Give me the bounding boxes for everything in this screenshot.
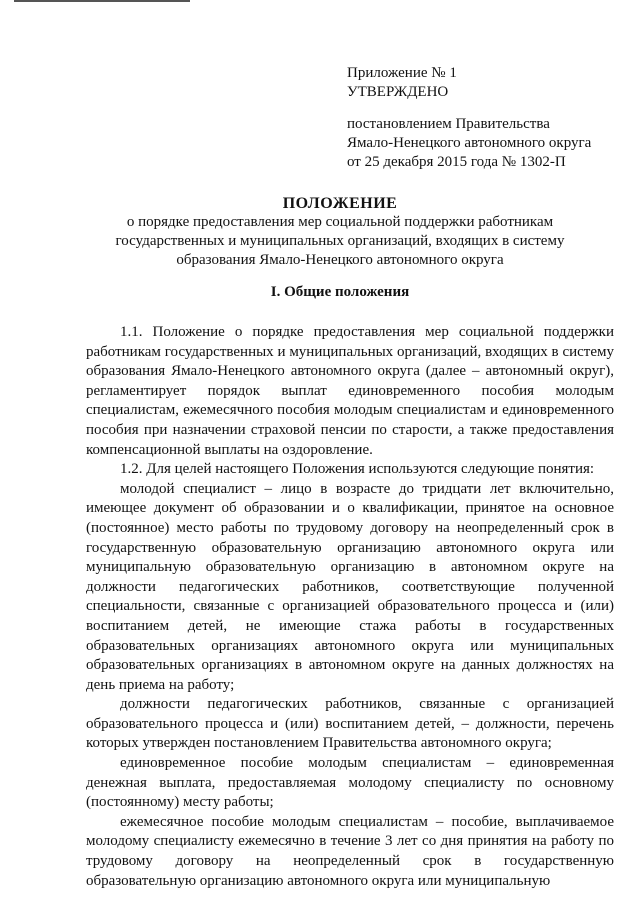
subtitle-line-2: государственных и муниципальных организаций, входящих в систему <box>115 233 565 249</box>
spacer <box>347 102 627 115</box>
paragraph: единовременное пособие молодым специалистам – единовременная денежная выплата, предоставляемая молодому специалисту по основному (постоянному) месту работы; <box>86 755 614 811</box>
paragraph: 1.1. Положение о порядке предоставления мер социальной поддержки работникам государственных и муниципальных организаций, входящих в систему образования Ямало-Ненецкого автономного округа (далее – автономный округ), регламентирует порядок выплат единовременного пособия молодым специалистам, ежемесячного пособия молодым специалистам и единовременного пособия при назначении страховой пенсии по старости, а также предоставления компенсационной выплаты на оздоровление. <box>86 324 614 458</box>
decree-line-3: от 25 декабря 2015 года № 1302-П <box>347 154 566 170</box>
decree-line-2: Ямало-Ненецкого автономного округа <box>347 135 592 151</box>
paragraph: ежемесячное пособие молодым специалистам – пособие, выплачиваемое молодому специалисту ежемесячно в течение 3 лет со дня принятия на работу по трудовому договору на неопределенный срок в государственную образовательную организацию автономного округа или муниципальную <box>86 813 614 889</box>
appendix-number: Приложение № 1 <box>347 65 457 81</box>
body-text <box>86 323 614 891</box>
document-title: ПОЛОЖЕНИЕ <box>282 195 398 212</box>
subtitle-line-3: образования Ямало-Ненецкого автономного округа <box>176 252 504 268</box>
decree-line-1: постановлением Правительства <box>347 116 550 132</box>
subtitle-line-1: о порядке предоставления мер социальной поддержки работникам <box>126 214 554 230</box>
paragraph: должности педагогических работников, связанные с организацией образовательного процесса и (или) воспитанием детей, – должности, перечень которых утвержден постановлением Правительства автономного округа; <box>86 696 614 752</box>
top-divider <box>14 0 190 2</box>
approval-stamp <box>347 64 627 172</box>
document-title-block <box>60 194 620 270</box>
approved-label: УТВЕРЖДЕНО <box>347 84 449 100</box>
paragraph: молодой специалист – лицо в возрасте до тридцати лет включительно, имеющее документ об образовании и о квалификации, принятое на основное (постоянное) место работы по трудовому договору на неопределенный срок в государственную образовательную организацию автономного округа или муниципальную образовательную организацию в автономном округе на должности педагогических работников, соответствующие полученной специальности, связанные с организацией образовательного процесса и (или) воспитанием детей, не имеющие стажа работы в государственных образовательных организациях автономного округа или муниципальных образовательных организациях в автономном округе на данных должностях на день приема на работу; <box>86 480 614 693</box>
section-heading: I. Общие положения <box>270 284 410 300</box>
paragraph: 1.2. Для целей настоящего Положения используются следующие понятия: <box>120 461 595 478</box>
